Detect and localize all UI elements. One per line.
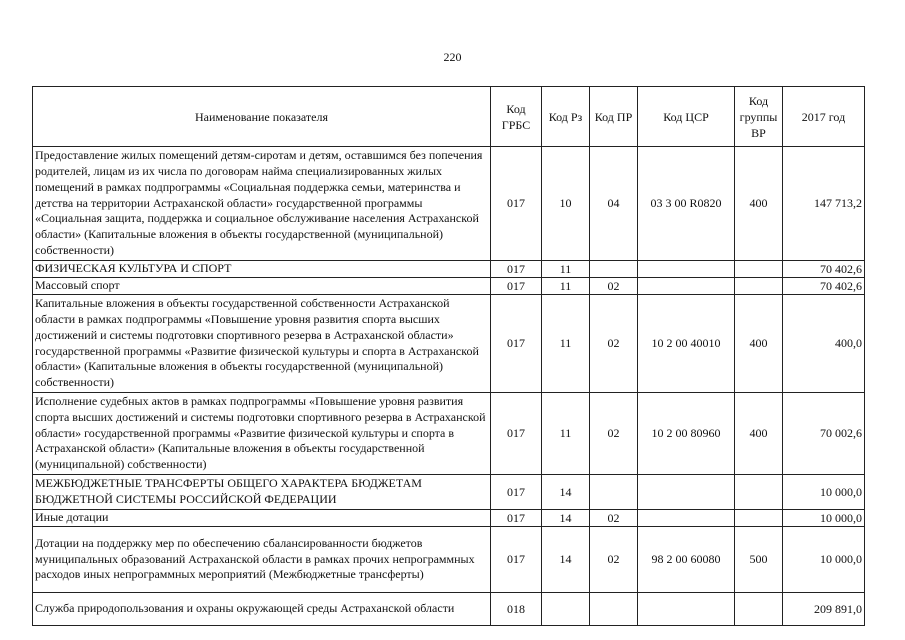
row-pr: 04 (590, 147, 638, 261)
row-csr (638, 278, 735, 295)
row-sum: 209 891,0 (783, 593, 865, 626)
row-name: Капитальные вложения в объекты государственной собственности Астраханской области в рамках подпрограммы «Повышение уровня развития спорта высших достижений и системы подготовки спортивного резерва в Астраханской области» государственной программы «Развитие физической культуры и спорта в Астраханской области» (Капитальные вложения в объекты государственной (муниципальной) собственности) (33, 295, 491, 393)
table-row (33, 147, 865, 261)
row-rz: 11 (542, 261, 590, 278)
row-vr (735, 475, 783, 510)
row-vr: 400 (735, 393, 783, 475)
header-grbs: Код ГРБС (491, 87, 542, 147)
budget-table (32, 86, 865, 626)
row-name: Предоставление жилых помещений детям-сиротам и детям, оставшимся без попечения родителей, лицам из их числа по договорам найма специализированных жилых помещений в рамках подпрограммы «Социальная поддержка семьи, материнства и детства на территории Астраханской области» государственной программы «Социальная защита, поддержка и социальное обслуживание населения Астраханской области» (Капитальные вложения в объекты государственной (муниципальной) собственности) (33, 147, 491, 261)
row-vr: 400 (735, 147, 783, 261)
table-row (33, 510, 865, 527)
row-pr (590, 261, 638, 278)
table-row (33, 295, 865, 393)
page-number: 220 (443, 50, 462, 64)
row-sum: 10 000,0 (783, 527, 865, 593)
row-pr: 02 (590, 295, 638, 393)
table-row (33, 278, 865, 295)
row-csr (638, 475, 735, 510)
row-grbs: 017 (491, 510, 542, 527)
row-sum: 70 402,6 (783, 278, 865, 295)
row-grbs: 017 (491, 393, 542, 475)
row-vr (735, 261, 783, 278)
row-rz: 11 (542, 393, 590, 475)
table-row (33, 393, 865, 475)
row-rz: 11 (542, 295, 590, 393)
row-rz: 10 (542, 147, 590, 261)
row-grbs: 017 (491, 147, 542, 261)
header-csr: Код ЦСР (638, 87, 735, 147)
table-row (33, 593, 865, 626)
row-csr: 10 2 00 40010 (638, 295, 735, 393)
header-vr: Код группы ВР (735, 87, 783, 147)
row-csr (638, 261, 735, 278)
header-pr: Код ПР (590, 87, 638, 147)
row-pr (590, 475, 638, 510)
row-vr (735, 510, 783, 527)
row-sum: 10 000,0 (783, 510, 865, 527)
row-name: Дотации на поддержку мер по обеспечению сбалансированности бюджетов муниципальных образований Астраханской области в рамках прочих непрограммных расходов иных непрограммных мероприятий (Межбюджетные трансферты) (33, 527, 491, 593)
row-sum: 70 402,6 (783, 261, 865, 278)
row-grbs: 017 (491, 527, 542, 593)
row-grbs: 018 (491, 593, 542, 626)
row-pr: 02 (590, 510, 638, 527)
row-name: ФИЗИЧЕСКАЯ КУЛЬТУРА И СПОРТ (33, 261, 491, 278)
row-csr (638, 510, 735, 527)
row-grbs: 017 (491, 278, 542, 295)
row-rz: 14 (542, 510, 590, 527)
row-name: Исполнение судебных актов в рамках подпрограммы «Повышение уровня развития спорта высших достижений и системы подготовки спортивного резерва в Астраханской области» государственной программы «Развитие физической культуры и спорта в Астраханской области» (Капитальные вложения в объекты государственной (муниципальной) собственности) (33, 393, 491, 475)
row-csr: 98 2 00 60080 (638, 527, 735, 593)
row-sum: 10 000,0 (783, 475, 865, 510)
row-rz (542, 593, 590, 626)
table-row (33, 261, 865, 278)
row-rz: 14 (542, 527, 590, 593)
header-name: Наименование показателя (33, 87, 491, 147)
row-sum: 400,0 (783, 295, 865, 393)
row-grbs: 017 (491, 261, 542, 278)
row-vr: 400 (735, 295, 783, 393)
row-rz: 14 (542, 475, 590, 510)
row-name: Массовый спорт (33, 278, 491, 295)
table-row (33, 527, 865, 593)
header-year: 2017 год (783, 87, 865, 147)
header-rz: Код Рз (542, 87, 590, 147)
row-pr: 02 (590, 527, 638, 593)
row-pr: 02 (590, 393, 638, 475)
row-sum: 70 002,6 (783, 393, 865, 475)
row-sum: 147 713,2 (783, 147, 865, 261)
row-grbs: 017 (491, 475, 542, 510)
row-name: Иные дотации (33, 510, 491, 527)
row-csr (638, 593, 735, 626)
row-pr (590, 593, 638, 626)
row-pr: 02 (590, 278, 638, 295)
row-name: МЕЖБЮДЖЕТНЫЕ ТРАНСФЕРТЫ ОБЩЕГО ХАРАКТЕРА БЮДЖЕТАМ БЮДЖЕТНОЙ СИСТЕМЫ РОССИЙСКОЙ ФЕДЕРАЦИИ (33, 475, 491, 510)
row-csr: 03 3 00 R0820 (638, 147, 735, 261)
table-row (33, 475, 865, 510)
row-name: Служба природопользования и охраны окружающей среды Астраханской области (33, 593, 491, 626)
row-vr (735, 593, 783, 626)
row-vr (735, 278, 783, 295)
row-csr: 10 2 00 80960 (638, 393, 735, 475)
row-rz: 11 (542, 278, 590, 295)
row-grbs: 017 (491, 295, 542, 393)
header-row (33, 87, 865, 147)
row-vr: 500 (735, 527, 783, 593)
